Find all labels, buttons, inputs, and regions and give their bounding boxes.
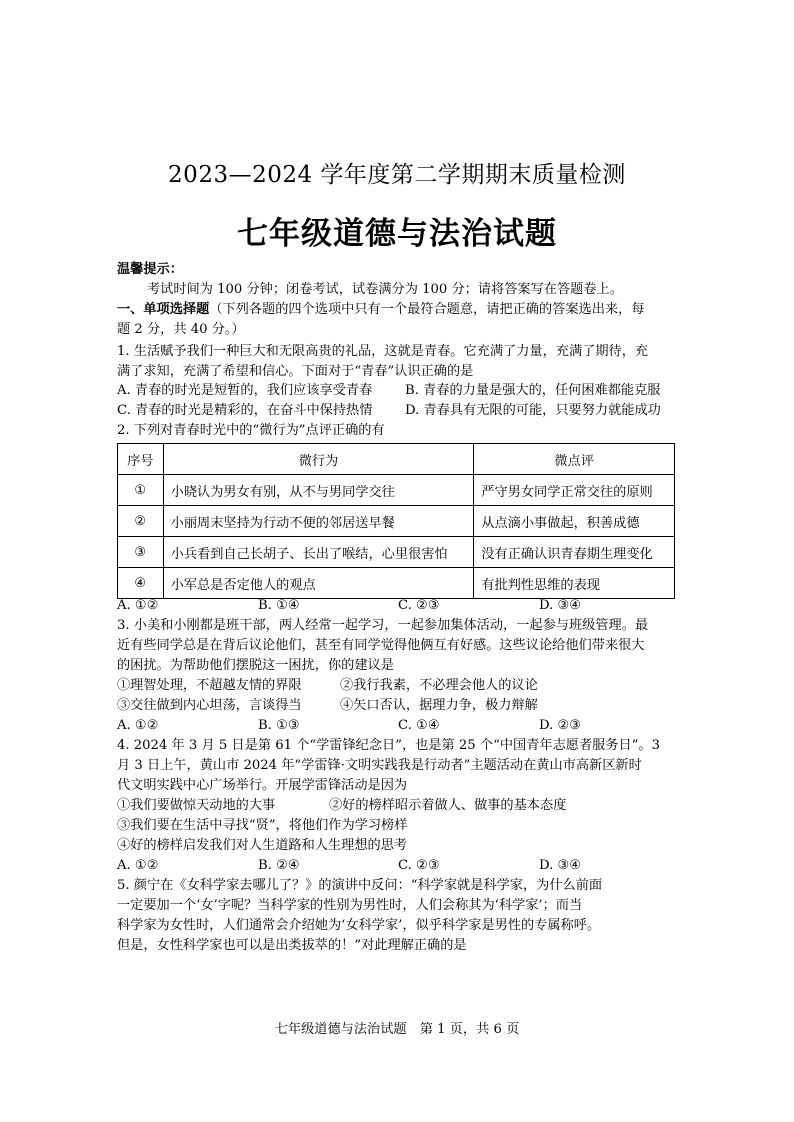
q1-option-a: A. 青春的时光是短暂的，我们应该享受青春 [117, 383, 373, 398]
table-row [118, 537, 675, 568]
table-row [118, 568, 675, 599]
q1-option-d: D. 青春具有无限的可能，只要努力就能成功 [405, 403, 661, 418]
q4-stem-3: 代文明实践中心广场举行。开展学雷锋活动是因为 [117, 778, 408, 793]
table-header-cell: 微行为 [163, 444, 474, 475]
q5-stem-3: 科学家为女性时，人们通常会介绍她为‘女科学家’，似乎科学家是男性的专属称呼。 [117, 918, 601, 933]
table-header-cell: 序号 [118, 444, 164, 475]
section1-desc-cont: 题 2 分，共 40 分。） [117, 322, 245, 337]
q3-stem-1: 3. 小美和小刚都是班干部，两人经常一起学习，一起参加集体活动，一起参与班级管理。最 [117, 618, 649, 633]
exam-subject-title: 七年级道德与法治试题 [237, 216, 557, 252]
q4-option-c: C. ②③ [398, 858, 440, 873]
table-cell: ② [118, 506, 164, 537]
page-footer: 七年级道德与法治试题 第 1 页，共 6 页 [274, 1022, 520, 1037]
q4-stem-1: 4. 2024 年 3 月 5 日是第 61 个“学雷锋纪念日”，也是第 25 个“中国青年志愿者服务日”。3 [117, 738, 661, 753]
q4-stem-2: 月 3 日上午，黄山市 2024 年“学雷锋·文明实践我是行动者”主题活动在黄山市高新区新时 [117, 758, 642, 773]
table-row [118, 475, 675, 506]
table-cell: 严守男女同学正常交往的原则 [474, 475, 675, 506]
q4-option-a: A. ①② [117, 858, 159, 873]
table-cell: ④ [118, 568, 164, 599]
q4-option-d: D. ③④ [539, 858, 582, 873]
q3-option-b: B. ①③ [258, 718, 300, 733]
q3-option-d: D. ②③ [539, 718, 582, 733]
table-cell: 没有正确认识青春期生理变化 [474, 537, 675, 568]
q2-table [117, 443, 675, 599]
q4-statement-4: ④好的榜样启发我们对人生道路和人生理想的思考 [117, 838, 408, 853]
q3-stem-2: 近有些同学总是在背后议论他们，甚至有同学觉得他俩互有好感。这些议论给他们带来很大 [117, 638, 645, 653]
table-row [118, 506, 675, 537]
table-cell: 小丽周末坚持为行动不便的邻居送早餐 [163, 506, 474, 537]
exam-title: 2023—2024 学年度第二学期期末质量检测 [168, 162, 626, 188]
q5-stem-1: 5. 颜宁在《女科学家去哪儿了？》的演讲中反问：“科学家就是科学家，为什么前面 [117, 878, 603, 893]
q2-option-c: C. ②③ [398, 598, 440, 613]
q1-stem-2: 满了求知，充满了希望和信心。下面对于“青春”认识正确的是 [117, 364, 474, 379]
q1-option-b: B. 青春的力量是强大的，任何困难都能克服 [405, 383, 661, 398]
q1-stem-1: 1. 生活赋予我们一种巨大和无限高贵的礼品，这就是青春。它充满了力量，充满了期待，充 [117, 344, 649, 359]
q2-stem: 2. 下列对青春时光中的“微行为”点评正确的有 [117, 423, 385, 438]
q4-statement-2: ②好的榜样昭示着做人、做事的基本态度 [329, 798, 567, 813]
table-cell: 小军总是否定他人的观点 [163, 568, 474, 599]
tips-text: 考试时间为 100 分钟；闭卷考试，试卷满分为 100 分；请将答案写在答题卷上。 [147, 282, 623, 297]
q3-statement-4: ④矢口否认，据理力争，极力辩解 [340, 698, 538, 713]
table-header-cell: 微点评 [474, 444, 675, 475]
q2-option-a: A. ①② [117, 598, 159, 613]
table-cell: 从点滴小事做起，积善成德 [474, 506, 675, 537]
q4-option-b: B. ②④ [258, 858, 300, 873]
table-cell: 小晓认为男女有别，从不与男同学交往 [163, 475, 474, 506]
q4-statement-3: ③我们要在生活中寻找“贤”，将他们作为学习榜样 [117, 818, 408, 833]
q2-option-b: B. ①④ [258, 598, 300, 613]
q3-option-c: C. ①④ [398, 718, 440, 733]
table-header-row [118, 444, 675, 475]
table-cell: ③ [118, 537, 164, 568]
tips-label: 温馨提示： [117, 262, 183, 277]
q1-option-c: C. 青春的时光是精彩的，在奋斗中保持热情 [117, 403, 373, 418]
q3-statement-2: ②我行我素，不必理会他人的议论 [340, 678, 538, 693]
q3-statement-1: ①理智处理，不超越友情的界限 [117, 678, 302, 693]
q5-stem-4: 但是，女性科学家也可以是出类拔萃的！”对此理解正确的是 [117, 938, 467, 953]
section1-heading [117, 300, 645, 320]
table-cell: 小兵看到自己长胡子、长出了喉结，心里很害怕 [163, 537, 474, 568]
q4-statement-1: ①我们要做惊天动地的大事 [117, 798, 276, 813]
q5-stem-2: 一定要加一个‘女’字呢？当科学家的性别为男性时，人们会称其为‘科学家’；而当 [117, 898, 583, 913]
section1-desc: （下列各题的四个选项中只有一个最符合题意，请把正确的答案选出来，每 [209, 302, 645, 317]
table-cell: 有批判性思维的表现 [474, 568, 675, 599]
q3-option-a: A. ①② [117, 718, 159, 733]
table-cell: ① [118, 475, 164, 506]
section1-title: 一、单项选择题 [117, 302, 210, 317]
q3-statement-3: ③交往做到内心坦荡，言谈得当 [117, 698, 302, 713]
q2-option-d: D. ③④ [539, 598, 582, 613]
q3-stem-3: 的困扰。为帮助他们摆脱这一困扰，你的建议是 [117, 658, 394, 673]
